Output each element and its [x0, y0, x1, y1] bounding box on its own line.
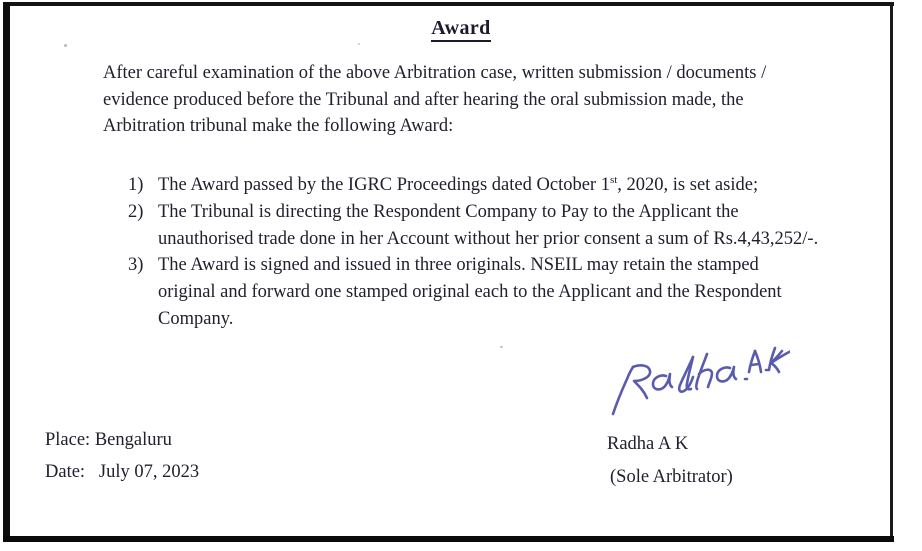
- handwritten-signature: [600, 346, 790, 418]
- award-item-marker: 1): [128, 175, 144, 195]
- award-item-line: unauthorised trade done in her Account without her prior consent a sum of Rs.4,43,252/-.: [158, 228, 819, 249]
- intro-line: After careful examination of the above Arbitration case, written submission / documents /: [103, 63, 767, 83]
- award-item-marker: 2): [128, 201, 144, 222]
- place-line: Place: Bengaluru: [45, 430, 172, 450]
- award-item-3: [128, 252, 880, 332]
- award-item-text-part: The Award passed by the IGRC Proceedings dated October 1: [158, 175, 610, 195]
- award-item-line: The Award is signed and issued in three originals. NSEIL may retain the stamped: [158, 255, 759, 276]
- award-item-2: [128, 199, 880, 253]
- document-title: [0, 17, 922, 40]
- signatory-name: Radha A K: [607, 434, 689, 454]
- intro-line: Arbitration tribunal make the following Award:: [103, 116, 454, 136]
- place-date-block: [45, 424, 199, 488]
- award-item-1: [128, 172, 880, 199]
- award-items-list: [128, 172, 880, 333]
- signatory-role: (Sole Arbitrator): [610, 467, 733, 487]
- award-item-marker: 3): [128, 255, 144, 276]
- ordinal-suffix: st: [609, 173, 618, 186]
- signatory-block: [607, 428, 733, 494]
- intro-line: evidence produced before the Tribunal and after hearing the oral submission made, the: [103, 89, 744, 110]
- award-item-line: The Tribunal is directing the Respondent Company to Pay to the Applicant the: [158, 201, 739, 222]
- document-title-text: Award: [431, 17, 490, 42]
- award-item-line: Company.: [158, 308, 234, 329]
- award-item-text: [158, 175, 758, 195]
- date-line: Date: July 07, 2023: [45, 462, 200, 482]
- award-item-text-part: , 2020, is set aside;: [617, 175, 759, 195]
- intro-paragraph: [103, 60, 879, 140]
- award-item-line: original and forward one stamped original each to the Applicant and the Respondent: [158, 282, 782, 303]
